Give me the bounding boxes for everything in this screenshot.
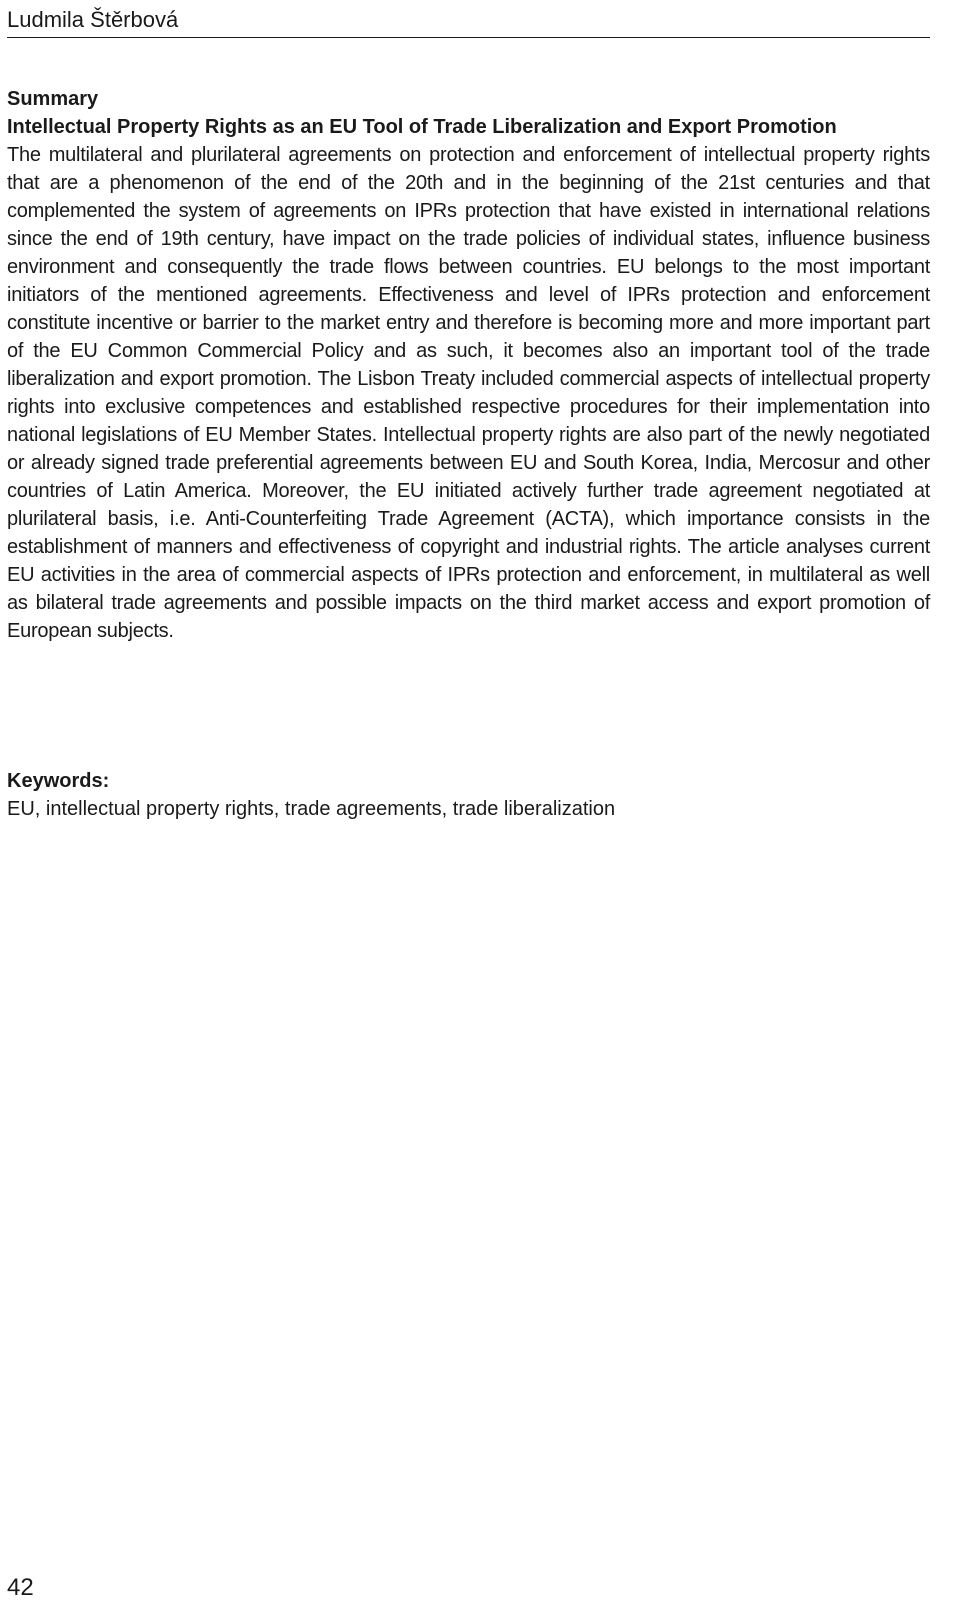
- page-number: 42: [7, 1574, 34, 1601]
- summary-section: [7, 85, 930, 645]
- article-title: Intellectual Property Rights as an EU Tool of Trade Liberalization and Export Promotion: [7, 116, 837, 138]
- running-head-author: Ludmila Štěrbová: [7, 7, 179, 32]
- summary-heading: Summary: [7, 88, 99, 110]
- keywords-heading: Keywords:: [7, 770, 110, 792]
- keywords-section: [7, 767, 930, 823]
- keywords-text: EU, intellectual property rights, trade agreements, trade liberalization: [7, 798, 616, 820]
- abstract-text: The multilateral and plurilateral agreements on protection and enforcement of intellectual property rights that are a phenomenon of the end of the 20th and in the beginning of the 21st centuries and that complemented the system of agreements on IPRs protection that have existed in international relations since the end of 19th century, have impact on the trade policies of individual states, influence business environment and consequently the trade flows between countries. EU belongs to the most important initiators of the mentioned agreements. Effectiveness and level of IPRs protection and enforcement constitute incentive or barrier to the market entry and therefore is becoming more and more important part of the EU Common Commercial Policy and as such, it becomes also an important tool of the trade liberalization and export promotion. The Lisbon Treaty included commercial aspects of intellectual property rights into exclusive competences and established respective procedures for their implementation into national legislations of EU Member States. Intellectual property rights are also part of the newly negotiated or already signed trade preferential agreements between EU and South Korea, India, Mercosur and other countries of Latin America. Moreover, the EU initiated actively further trade agreement negotiated at plurilateral basis, i.e. Anti-Counterfeiting Trade Agreement (ACTA), which importance consists in the establishment of manners and effectiveness of copyright and industrial rights. The article analyses current EU activities in the area of commercial aspects of IPRs protection and enforcement, in multilateral as well as bilateral trade agreements and possible impacts on the third market access and export promotion of European subjects.: [7, 144, 930, 642]
- header-divider: [7, 37, 930, 38]
